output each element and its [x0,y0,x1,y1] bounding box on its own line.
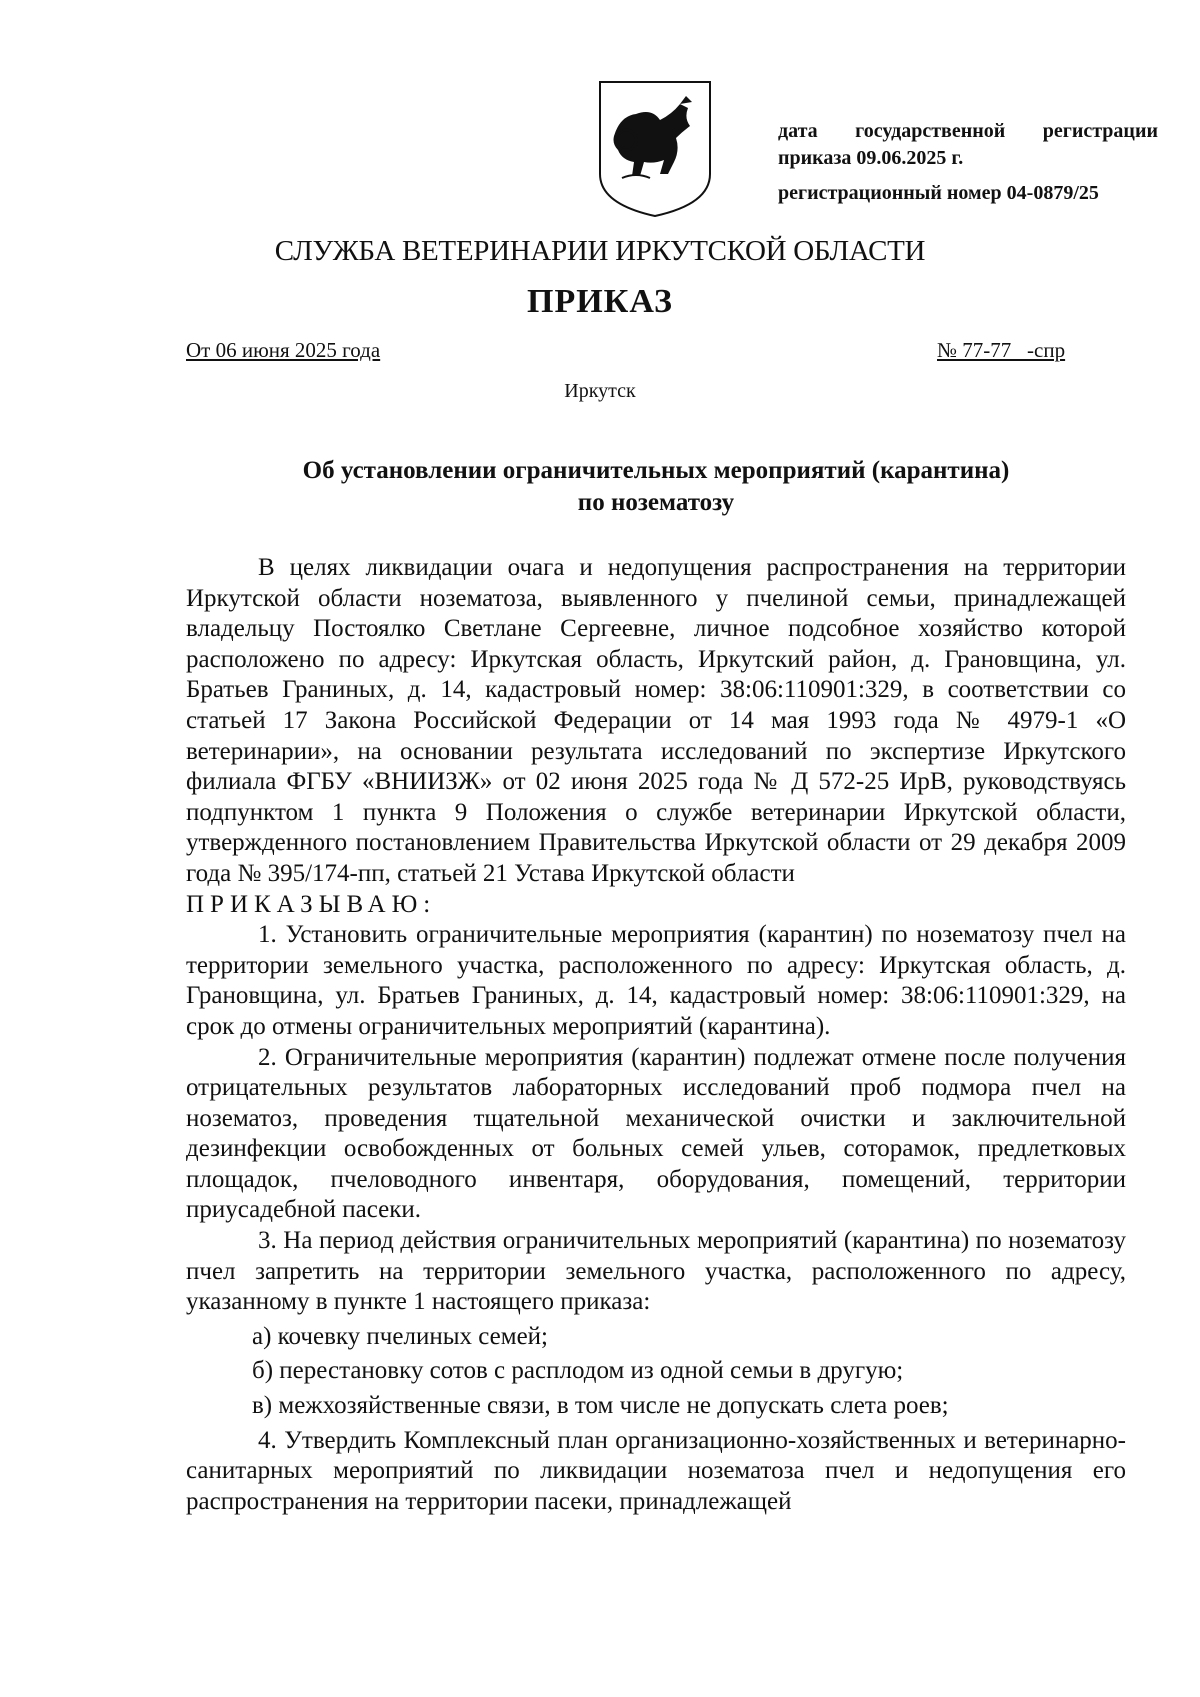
registration-date-line2: приказа 09.06.2025 г. [778,147,964,169]
order-title-line1: Об установлении ограничительных мероприятий (карантина) [302,457,1010,484]
order-title [186,455,1126,519]
item-4: 4. Утвердить Комплексный план организационно-хозяйственных и ветеринарно-санитарных мероприятий по ликвидации нозематоза пчел и недопущения его распространения на территории пасеки, принадлежащей [186,1426,1126,1515]
item-3c: в) межхозяйственные связи, в том числе не допускать слета роев; [252,1392,949,1420]
item-1: 1. Установить ограничительные мероприятия (карантин) по нозематозу пчел на территории земельного участка, расположенного по адресу: Иркутская область, д. Грановщина, ул. Братьев Граниных, д. 14, кадастровый номер: 38:06:110901:329, на срок до отмены ограничительных мероприятий (карантина). [186,921,1126,1040]
order-body [186,553,1126,1517]
order-date: От 06 июня 2025 года [186,338,381,362]
item-2: 2. Ограничительные мероприятия (карантин) подлежат отмене после получения отрицательных результатов лабораторных исследований проб подмора пчел на нозематоз, проведения тщательной механической очистки и заключительной дезинфекции освобожденных от больных семей ульев, соторамок, предлетковых площадок, пчеловодного инвентаря, оборудования, помещений, территории приусадебной пасеки. [186,1043,1126,1224]
registration-date-line1: дата государственной регистрации [778,120,1158,142]
preamble: В целях ликвидации очага и недопущения распространения на территории Иркутской области нозематоза, выявленного у пчелиной семьи, принадлежащей владельцу Постоялко Светлане Сергеевне, личное подсобное хозяйство которой расположено по адресу: Иркутская область, Иркутский район, д. Грановщина, ул. Братьев Граниных, д. 14, кадастровый номер: 38:06:110901:329, в соответствии со статьей 17 Закона Российской Федерации от 14 мая 1993 года № 4979-1 «О ветеринарии», на основании результата исследований по экспертизе Иркутского филиала ФГБУ «ВНИИЗЖ» от 02 июня 2025 года № Д 572-25 ИрВ, руководствуясь подпунктом 1 пункта 9 Положения о службе ветеринарии Иркутской области, утвержденного постановлением Правительства Иркутской области от 29 декабря 2009 года № 395/174-пп, статьей 21 Устава Иркутской области [186,554,1126,887]
document-type: ПРИКАЗ [527,283,673,320]
item-3: 3. На период действия ограничительных мероприятий (карантина) по нозематозу пчел запретить на территории земельного участка, расположенного по адресу, указанному в пункте 1 настоящего приказа: [186,1227,1126,1316]
item-3a: а) кочевку пчелиных семей; [252,1322,548,1350]
coat-of-arms-icon [596,78,714,220]
order-title-line2: по нозематозу [577,489,735,516]
order-number: № 77-77 -спр [937,338,1066,362]
registration-info [778,118,1158,207]
city: Иркутск [564,380,636,402]
order-keyword: ПРИКАЗЫВАЮ: [186,890,437,918]
agency-name: СЛУЖБА ВЕТЕРИНАРИИ ИРКУТСКОЙ ОБЛАСТИ [274,235,926,267]
item-3b: б) перестановку сотов с расплодом из одной семьи в другую; [252,1357,904,1385]
registration-number: регистрационный номер 04-0879/25 [778,182,1099,204]
